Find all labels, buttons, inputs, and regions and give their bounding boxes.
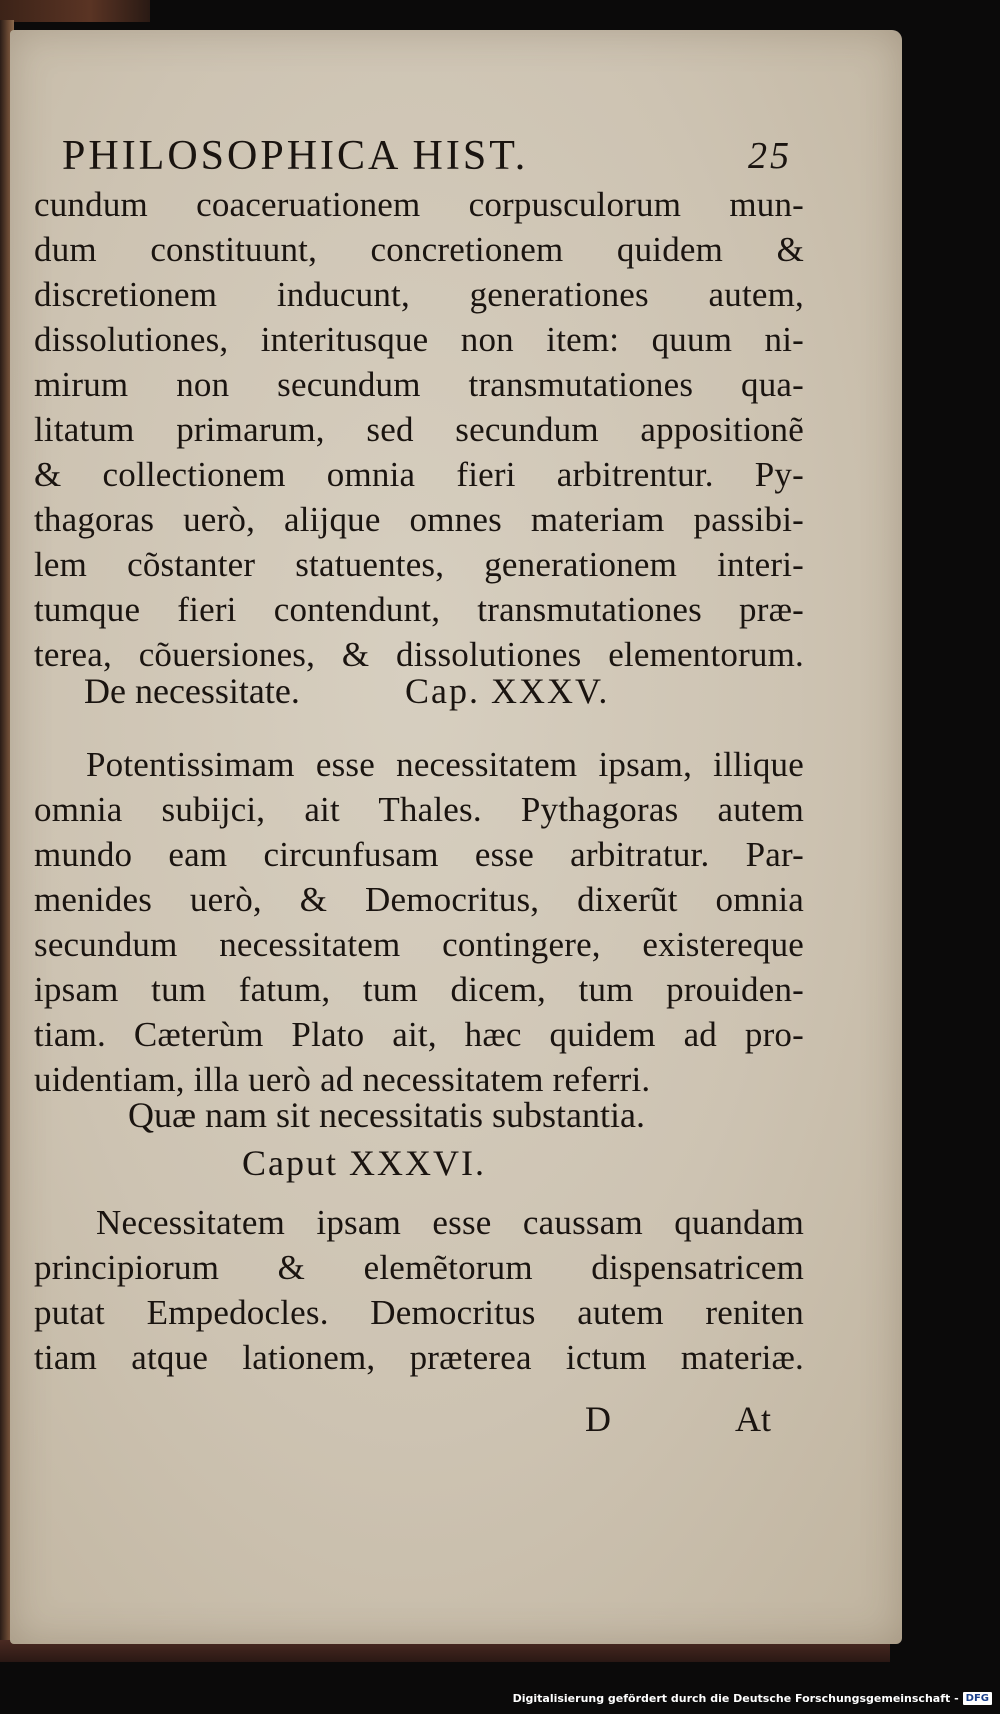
text-line: uidentiam, illa uerò ad necessitatem referri. [34,1060,651,1099]
text-line: secundum necessitatem contingere, existereque [34,925,804,964]
text-line: omnia subijci, ait Thales. Pythagoras autem [34,790,804,829]
chapter-36-number: Caput XXXVI. [242,1143,486,1183]
running-head [62,125,792,187]
text-line: tiam. Cæterùm Plato ait, hæc quidem ad pro- [34,1015,804,1054]
credit-text: Digitalisierung gefördert durch die Deutsche Forschungsgemeinschaft - [512,1692,959,1705]
text-line: ipsam tum fatum, tum dicem, tum prouiden- [34,970,804,1009]
text-line: mundo eam circunfusam esse arbitratur. Par- [34,835,804,874]
page-number: 25 [748,135,792,177]
text-line: cundum coaceruationem corpusculorum mun- [34,185,804,224]
text-line: Necessitatem ipsam esse caussam quandam [96,1203,804,1242]
text-line: menides uerò, & Democritus, dixerũt omnia [34,880,804,919]
catchword: At [735,1399,771,1439]
chapter-36-title: Quæ nam sit necessitatis substantia. [128,1095,645,1135]
text-line: lem cõstanter statuentes, generationem interi- [34,545,804,584]
chapter-35-title: De necessitate. [84,671,300,711]
dfg-logo: DFG [963,1692,992,1705]
text-line: Potentissimam esse necessitatem ipsam, illique [86,745,804,784]
paragraph-3 [34,1200,804,1380]
text-line: & collectionem omnia fieri arbitrentur. Py- [34,455,804,494]
book-page [10,30,902,1644]
text-line: discretionem inducunt, generationes autem, [34,275,804,314]
text-line: tumque fieri contendunt, transmutationes præ- [34,590,804,629]
paragraph-1 [34,182,804,677]
text-line: tiam atque lationem, præterea ictum materiæ. [34,1338,804,1377]
text-line: dissolutiones, interitusque non item: quum ni- [34,320,804,359]
chapter-35-number: Cap. XXXV. [405,671,610,711]
text-line: terea, cõuersiones, & dissolutiones elementorum. [34,635,804,674]
text-line: dum constituunt, concretionem quidem & [34,230,804,269]
text-line: litatum primarum, sed secundum appositionẽ [34,410,804,449]
text-line: mirum non secundum transmutationes qua- [34,365,804,404]
paragraph-2 [34,742,804,1102]
digitization-credit [513,1692,992,1705]
text-line: principiorum & elemẽtorum dispensatricem [34,1248,804,1287]
text-line: thagoras uerò, alijque omnes materiam passibi- [34,500,804,539]
running-head-title: PHILOSOPHICA HIST. [62,133,529,179]
text-line: putat Empedocles. Democritus autem reniten [34,1293,804,1332]
signature-mark: D [585,1399,611,1439]
book-top-edge [0,0,150,22]
